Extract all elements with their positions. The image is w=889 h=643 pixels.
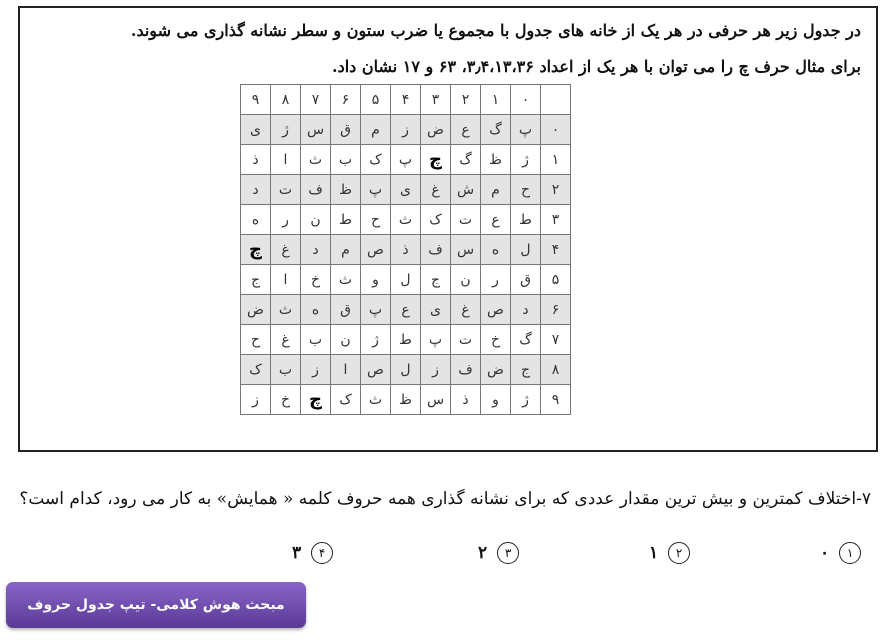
option-2-number: ۲ [668, 542, 690, 564]
grid-cell: غ [271, 325, 301, 355]
grid-cell: ل [391, 265, 421, 295]
grid-cell: س [301, 115, 331, 145]
grid-cell: ع [451, 115, 481, 145]
grid-cell: ا [271, 145, 301, 175]
grid-column-header: ۰ [511, 85, 541, 115]
grid-cell: ژ [361, 325, 391, 355]
grid-cell: ض [421, 115, 451, 145]
grid-cell: ژ [511, 145, 541, 175]
grid-cell: د [241, 175, 271, 205]
grid-cell: س [421, 385, 451, 415]
grid-cell: ر [481, 265, 511, 295]
grid-cell: ظ [481, 145, 511, 175]
grid-cell: خ [301, 265, 331, 295]
option-3-number: ۳ [497, 542, 519, 564]
option-3[interactable] [478, 538, 519, 568]
grid-row [241, 175, 571, 205]
grid-cell: م [331, 235, 361, 265]
option-1-number: ۱ [839, 542, 861, 564]
grid-row [241, 325, 571, 355]
grid-cell: گ [451, 145, 481, 175]
grid-cell: پ [361, 175, 391, 205]
grid-column-header: ۹ [241, 85, 271, 115]
grid-cell: ق [511, 265, 541, 295]
grid-cell: ث [271, 295, 301, 325]
grid-row [241, 145, 571, 175]
answer-options [0, 538, 889, 568]
grid-cell: ظ [391, 385, 421, 415]
intro-line-2: برای مثال حرف چ را می توان با هر یک از اعداد ۳٫۴،۱۳،۳۶، ۶۳ و ۱۷ نشان داد. [332, 57, 861, 76]
option-4[interactable] [292, 538, 333, 568]
grid-cell: ص [361, 235, 391, 265]
question-text: ۷-اختلاف کمترین و بیش ترین مقدار عددی که برای نشانه گذاری همه حروف کلمه « همایش» به کار می رود، کدام است؟ [19, 489, 871, 509]
grid-row [241, 115, 571, 145]
grid-cell: ز [241, 385, 271, 415]
grid-cell: ف [421, 235, 451, 265]
option-4-number: ۴ [311, 542, 333, 564]
grid-cell: ح [361, 205, 391, 235]
letter-grid [240, 84, 571, 415]
grid-cell: ب [301, 325, 331, 355]
grid-cell: ن [331, 325, 361, 355]
intro-line-1: در جدول زیر هر حرفی در هر یک از خانه های جدول با مجموع یا ضرب ستون و سطر نشانه گذاری می شوند. [130, 21, 861, 40]
grid-header-row [241, 85, 571, 115]
grid-cell: ب [331, 145, 361, 175]
grid-cell: ش [451, 175, 481, 205]
grid-cell: ک [421, 205, 451, 235]
grid-cell: ت [451, 205, 481, 235]
grid-cell: چ [301, 385, 331, 415]
grid-cell: ل [511, 235, 541, 265]
grid-cell: ل [391, 355, 421, 385]
grid-cell: ن [301, 205, 331, 235]
grid-cell: ه [241, 205, 271, 235]
grid-row [241, 355, 571, 385]
grid-column-header: ۶ [331, 85, 361, 115]
grid-cell: ب [271, 355, 301, 385]
grid-cell: ۹ [541, 385, 571, 415]
grid-cell: ی [421, 295, 451, 325]
grid-cell: ق [331, 115, 361, 145]
grid-cell: خ [271, 385, 301, 415]
option-1-value: ۰ [820, 543, 830, 563]
grid-cell: گ [481, 115, 511, 145]
grid-cell: ۸ [541, 355, 571, 385]
option-2[interactable] [649, 538, 690, 568]
grid-cell: پ [511, 115, 541, 145]
grid-row [241, 205, 571, 235]
grid-cell: پ [361, 295, 391, 325]
grid-column-header: ۷ [301, 85, 331, 115]
grid-row [241, 385, 571, 415]
grid-cell: ط [331, 205, 361, 235]
grid-cell: ی [241, 115, 271, 145]
grid-cell: ز [301, 355, 331, 385]
grid-cell: ت [271, 175, 301, 205]
grid-column-header [541, 85, 571, 115]
grid-cell: ز [421, 355, 451, 385]
grid-cell: ۳ [541, 205, 571, 235]
grid-cell: ر [271, 205, 301, 235]
option-4-value: ۳ [292, 543, 302, 563]
grid-cell: خ [481, 325, 511, 355]
grid-column-header: ۵ [361, 85, 391, 115]
grid-cell: ژ [511, 385, 541, 415]
grid-cell: ض [481, 355, 511, 385]
grid-cell: ک [361, 145, 391, 175]
grid-cell: ع [391, 295, 421, 325]
grid-cell: ژ [271, 115, 301, 145]
grid-cell: ا [271, 265, 301, 295]
grid-cell: س [451, 235, 481, 265]
grid-cell: پ [391, 145, 421, 175]
grid-cell: ظ [331, 175, 361, 205]
grid-cell: ث [361, 385, 391, 415]
grid-cell: ج [511, 355, 541, 385]
grid-column-header: ۴ [391, 85, 421, 115]
grid-cell: و [361, 265, 391, 295]
grid-cell: ۴ [541, 235, 571, 265]
grid-cell: گ [511, 325, 541, 355]
grid-cell: ق [331, 295, 361, 325]
grid-cell: پ [421, 325, 451, 355]
option-3-value: ۲ [478, 543, 488, 563]
grid-cell: ط [391, 325, 421, 355]
grid-cell: ک [331, 385, 361, 415]
topic-banner: مبحث هوش کلامی- تیپ جدول حروف [6, 582, 306, 628]
grid-cell: ج [421, 265, 451, 295]
grid-cell: م [361, 115, 391, 145]
grid-row [241, 295, 571, 325]
grid-cell: ۲ [541, 175, 571, 205]
grid-cell: ذ [391, 235, 421, 265]
grid-cell: چ [421, 145, 451, 175]
grid-cell: ث [331, 265, 361, 295]
grid-cell: ط [511, 205, 541, 235]
grid-cell: ۱ [541, 145, 571, 175]
grid-cell: ص [361, 355, 391, 385]
grid-row [241, 265, 571, 295]
grid-cell: د [511, 295, 541, 325]
grid-cell: ت [451, 325, 481, 355]
grid-cell: ص [481, 295, 511, 325]
grid-cell: ۰ [541, 115, 571, 145]
grid-cell: ۷ [541, 325, 571, 355]
grid-cell: ث [391, 205, 421, 235]
grid-column-header: ۲ [451, 85, 481, 115]
grid-cell: م [481, 175, 511, 205]
grid-cell: ف [451, 355, 481, 385]
grid-cell: غ [271, 235, 301, 265]
grid-cell: ح [511, 175, 541, 205]
grid-cell: ک [241, 355, 271, 385]
grid-cell: ف [301, 175, 331, 205]
grid-cell: د [301, 235, 331, 265]
grid-cell: ۶ [541, 295, 571, 325]
grid-cell: غ [451, 295, 481, 325]
grid-cell: ۵ [541, 265, 571, 295]
grid-cell: ا [331, 355, 361, 385]
grid-cell: ع [481, 205, 511, 235]
grid-cell: ن [451, 265, 481, 295]
grid-cell: ث [301, 145, 331, 175]
grid-cell: چ [241, 235, 271, 265]
grid-cell: غ [421, 175, 451, 205]
grid-column-header: ۳ [421, 85, 451, 115]
grid-cell: ذ [241, 145, 271, 175]
grid-cell: ذ [451, 385, 481, 415]
grid-cell: ز [391, 115, 421, 145]
grid-column-header: ۱ [481, 85, 511, 115]
option-2-value: ۱ [649, 543, 659, 563]
grid-column-header: ۸ [271, 85, 301, 115]
grid-cell: ض [241, 295, 271, 325]
option-1[interactable] [820, 538, 861, 568]
grid-cell: ه [481, 235, 511, 265]
grid-cell: و [481, 385, 511, 415]
grid-row [241, 235, 571, 265]
grid-cell: ج [241, 265, 271, 295]
grid-cell: ه [301, 295, 331, 325]
grid-cell: ی [391, 175, 421, 205]
grid-cell: ح [241, 325, 271, 355]
